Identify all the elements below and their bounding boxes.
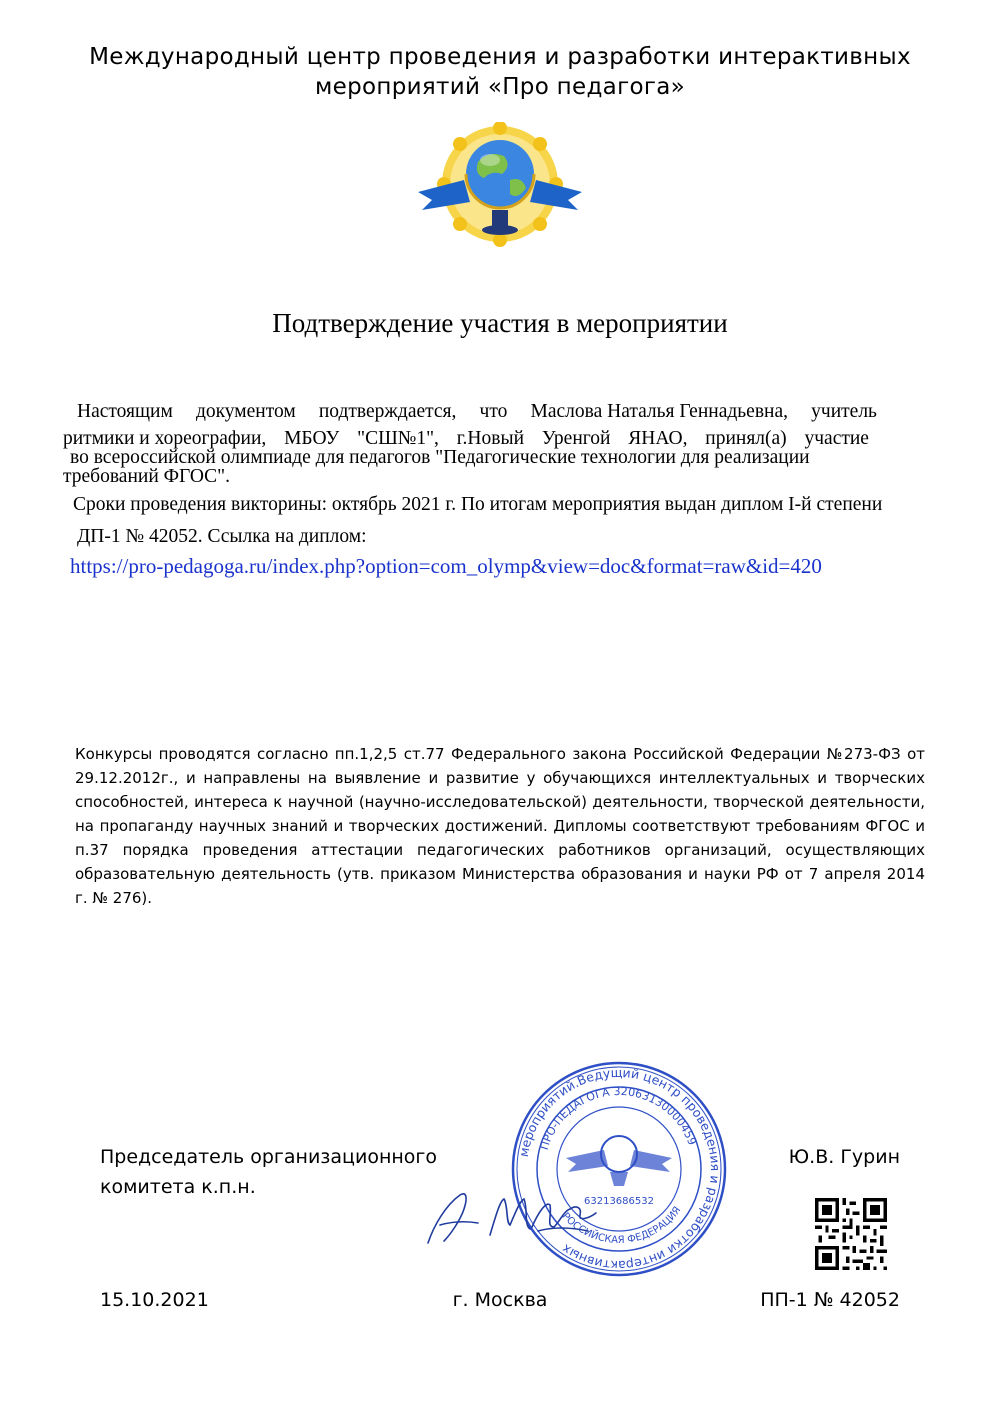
chairman-title bbox=[100, 1142, 437, 1202]
globe-logo-icon bbox=[414, 122, 586, 252]
body-word: учитель bbox=[811, 401, 877, 422]
body-word: подтверждается, bbox=[318, 401, 457, 422]
body-word: г.Новый bbox=[456, 428, 525, 449]
legal-paragraph: Конкурсы проводятся согласно пп.1,2,5 ст.77 Федерального закона Российской Федерации №273-ФЗ от 29.12.2012г., и направлены на выявление и развитие у обучающихся интеллектуальных и творческих способностей, интереса к научной (научно-исследовательской) деятельности, творческой деятельности, на пропаганду научных знаний и творческих достижений. Дипломы соответствуют требованиям ФГОС и п.37 порядка проведения аттестации педагогических работников организаций, осуществляющих образовательную деятельность (утв. приказом Министерства образования и науки РФ от 7 апреля 2014 г. № 276). bbox=[75, 745, 925, 907]
body-word: что bbox=[479, 401, 508, 422]
body-word: участие bbox=[804, 428, 869, 449]
chairman-line-2: комитета к.п.н. bbox=[100, 1176, 256, 1198]
issue-city: г. Москва bbox=[452, 1289, 548, 1311]
signature-icon bbox=[420, 1165, 620, 1265]
header-line-1: Международный центр проведения и разработки интерактивных bbox=[89, 44, 911, 70]
stamp-outer-text: мероприятий.Ведущий центр проведения и разработки интерактивных bbox=[515, 1064, 724, 1274]
chairman-line-1: Председатель организационного bbox=[100, 1146, 438, 1168]
body-word: документом bbox=[195, 401, 296, 422]
body-word: ритмики и хореографии, bbox=[63, 428, 267, 449]
body-line-3: во всероссийской олимпиаде для педагогов "Педагогические технологии для реализации bbox=[70, 447, 810, 468]
body-line-6: ДП-1 № 42052. Ссылка на диплом: bbox=[77, 526, 367, 547]
qr-code-icon bbox=[815, 1198, 887, 1270]
participant-name: Маслова Наталья Геннадьевна, bbox=[530, 401, 789, 422]
body-word: Настоящим bbox=[77, 401, 173, 422]
body-word: Уренгой bbox=[541, 428, 611, 449]
stamp-bottom-text: РОССИЙСКАЯ ФЕДЕРАЦИЯ bbox=[559, 1204, 684, 1247]
body-word: принял(а) bbox=[705, 428, 787, 449]
body-word: "СШ№1", bbox=[357, 428, 439, 449]
header-line-2: мероприятий «Про педагога» bbox=[315, 74, 685, 100]
document-number: ПП-1 № 42052 bbox=[760, 1289, 900, 1311]
body-word: ЯНАО, bbox=[628, 428, 688, 449]
stamp-inner-text: ПРО-ПЕДАГОГА 32063130000459 bbox=[537, 1084, 699, 1152]
document-title: Подтверждение участия в мероприятии bbox=[272, 308, 728, 338]
issue-date: 15.10.2021 bbox=[100, 1289, 209, 1311]
diploma-link[interactable]: https://pro-pedagoga.ru/index.php?option=com_olymp&view=doc&format=raw&id=420 bbox=[70, 554, 822, 578]
organization-header bbox=[60, 42, 940, 102]
body-line-1 bbox=[77, 401, 877, 423]
signer-name: Ю.В. Гурин bbox=[788, 1146, 900, 1168]
body-line-5: Сроки проведения викторины: октябрь 2021 г. По итогам мероприятия выдан диплом I-й степени bbox=[73, 494, 883, 515]
stamp-center-number: 63213686532 bbox=[584, 1196, 654, 1207]
body-line-4: требований ФГОС". bbox=[63, 466, 230, 487]
body-word: МБОУ bbox=[284, 428, 340, 449]
